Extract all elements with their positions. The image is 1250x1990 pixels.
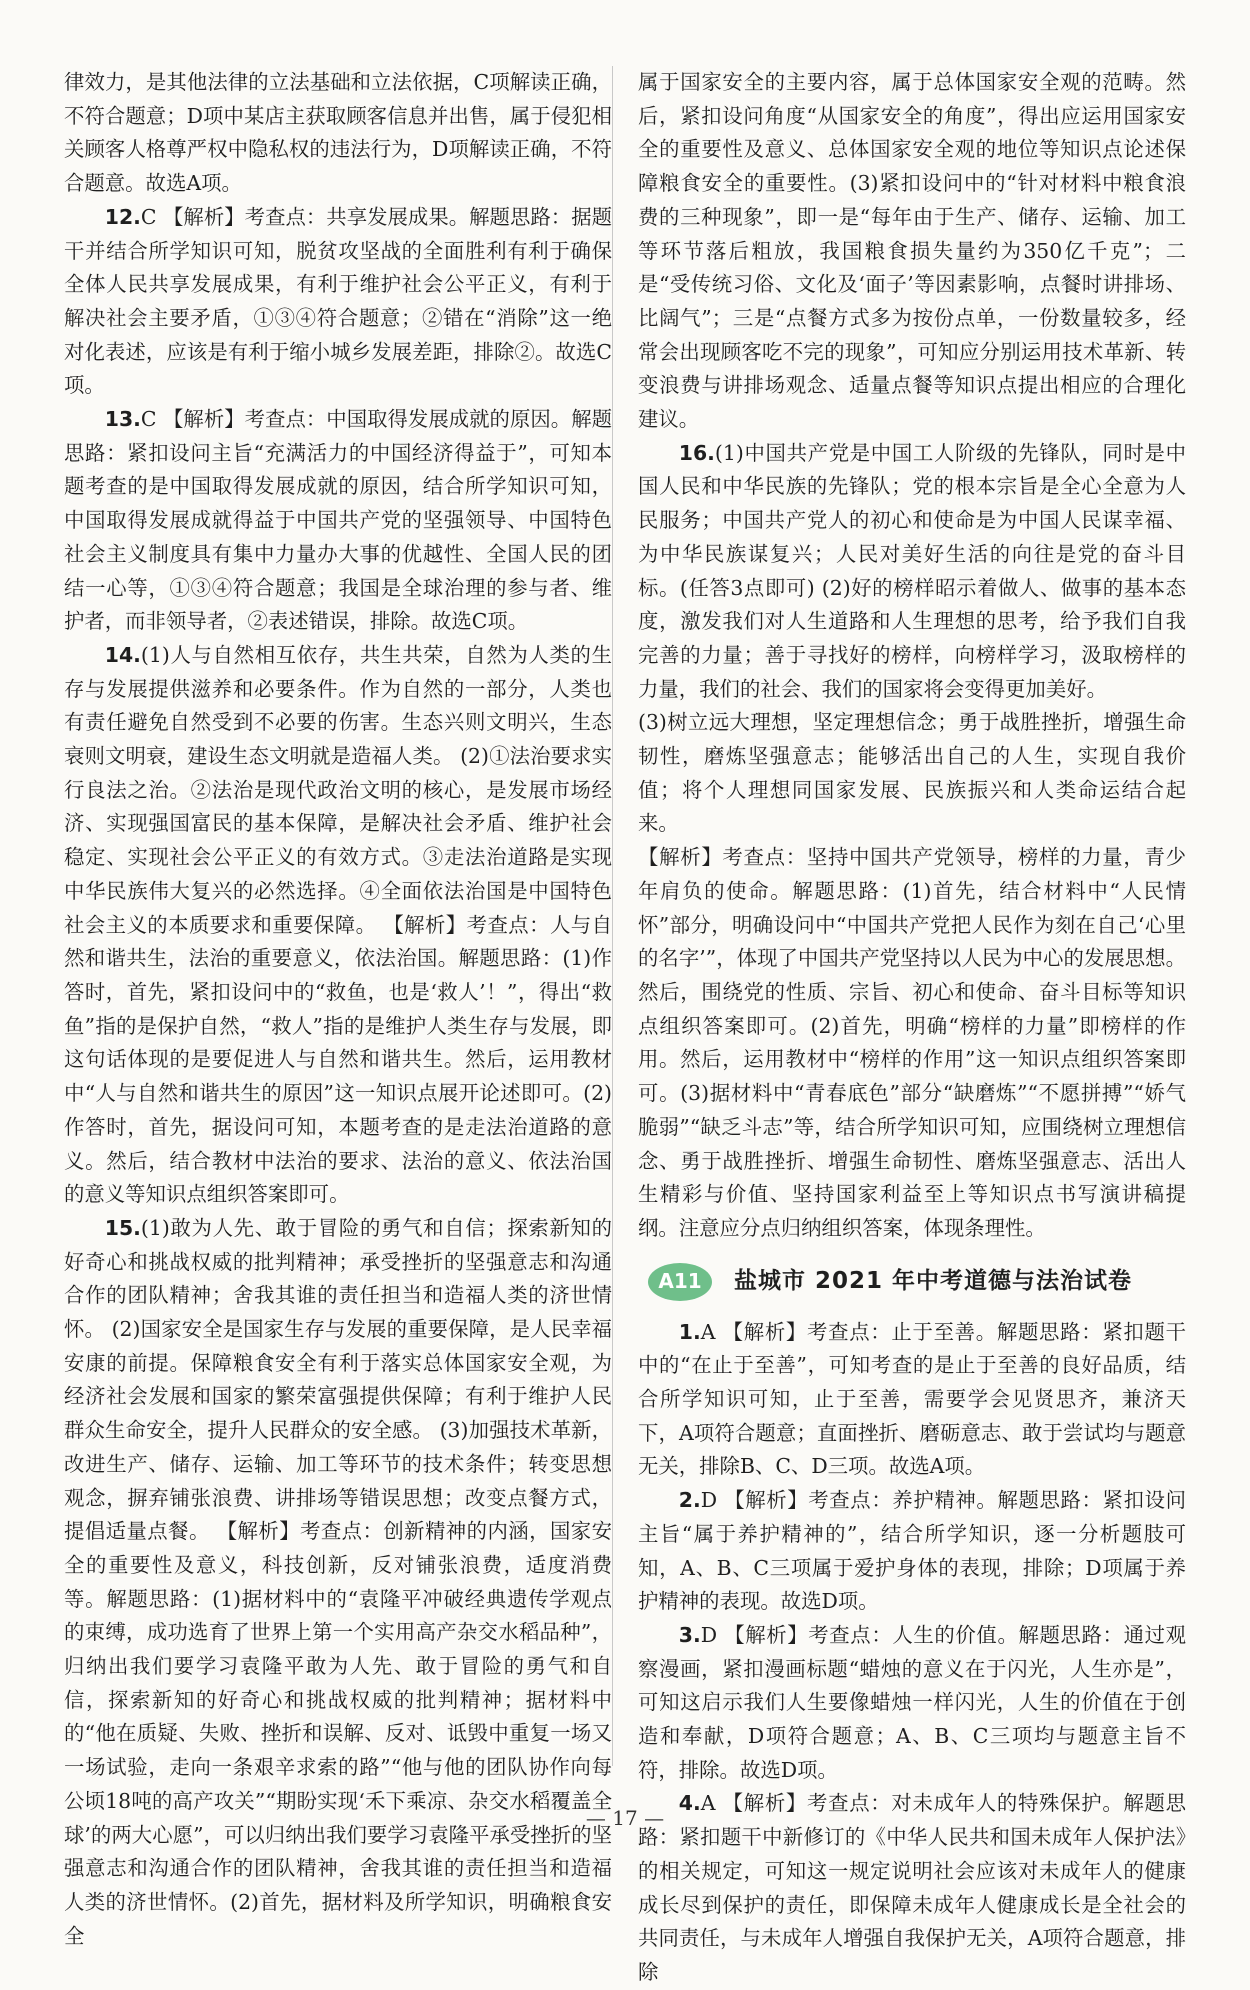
right-para-0: 属于国家安全的主要内容，属于总体国家安全观的范畴。然后，紧扣设问角度“从国家安全的角度”，得出应运用国家安全的重要性及意义、总体国家安全观的地位等知识点论述保障粮食安全的重要性。(3)紧扣设问中的“针对材料中粮食浪费的三种现象”，即一是“每年由于生产、储存、运输、加工等环节落后粗放，我国粮食损失量约为350亿千克”；二是“受传统习俗、文化及‘面子’等因素影响，点餐时讲排场、比阔气”；三是“点餐方式多为按份点单，一份数量较多，经常会出现顾客吃不完的现象”，可知应分别运用技术革新、转变浪费与讲排场观念、适量点餐等知识点提出相应的合理化建议。 bbox=[638, 70, 1186, 432]
answer-number: 4. bbox=[678, 1791, 701, 1816]
answer-text: C 【解析】考查点：共享发展成果。解题思路：据题干并结合所学知识可知，脱贫攻坚战的全面胜利有利于确保全体人民共享发展成果，有利于维护社会公平正义，有利于解决社会主要矛盾，①③④符合题意；②错在“消除”这一绝对化表述，应该是有利于缩小城乡发展差距，排除②。故选C项。 bbox=[64, 204, 612, 398]
page-number: — 17 — bbox=[585, 1806, 665, 1830]
answer-text: C 【解析】考查点：中国取得发展成就的原因。解题思路：紧扣设问主旨“充满活力的中国经济得益于”，可知本题考查的是中国取得发展成就的原因，结合所学知识可知，中国取得发展成就得益于中国共产党的坚强领导、中国特色社会主义制度具有集中力量办大事的优越性、全国人民的团结一心等，①③④符合题意；我国是全球治理的参与者、维护者，而非领导者，②表述错误，排除。故选C项。 bbox=[64, 407, 612, 634]
section-header bbox=[638, 1254, 1186, 1310]
answer-text: D 【解析】考查点：人生的价值。解题思路：通过观察漫画，紧扣漫画标题“蜡烛的意义在于闪光，人生亦是”，可知这启示我们人生要像蜡烛一样闪光，人生的价值在于创造和奉献，D项符合题意；A、B、C三项均与题意主旨不符，排除。故选D项。 bbox=[638, 1622, 1186, 1782]
answer-text: D 【解析】考查点：养护精神。解题思路：紧扣设问主旨“属于养护精神的”，结合所学知识，逐一分析题肢可知，A、B、C三项属于爱护身体的表现，排除；D项属于养护精神的表现。故选D项。 bbox=[638, 1488, 1186, 1614]
answer-text: A 【解析】考查点：对未成年人的特殊保护。解题思路：紧扣题干中新修订的《中华人民共和国未成年人保护法》的相关规定，可知这一规定说明社会应该对未成年人的健康成长尽到保护的责任，即保障未成年人健康成长是全社会的共同责任，与未成年人增强自我保护无关，A项符合题意，排除 bbox=[638, 1791, 1186, 1984]
answer-1 bbox=[638, 1316, 1186, 1485]
column-divider bbox=[612, 66, 613, 1766]
answer-16-analysis: 【解析】考查点：坚持中国共产党领导，榜样的力量，青少年肩负的使命。解题思路：(1)首先，结合材料中“人民情怀”部分，明确设问中“中国共产党把人民作为刻在自己‘心里的名字’”，体现了中国共产党坚持以人民为中心的发展思想。然后，围绕党的性质、宗旨、初心和使命、奋斗目标等知识点组织答案即可。(2)首先，明确“榜样的力量”即榜样的作用。然后，运用教材中“榜样的作用”这一知识点组织答案即可。(3)据材料中“青春底色”部分“缺磨炼”“不愿拼搏”“娇气脆弱”“缺乏斗志”等，结合所学知识可知，应围绕树立理想信念、勇于战胜挫折、增强生命韧性、磨炼坚强意志、活出人生精彩与价值、坚持国家利益至上等知识点书写演讲稿提纲。注意应分点归纳组织答案，体现条理性。 bbox=[638, 845, 1186, 1240]
answer-number: 14. bbox=[104, 642, 141, 667]
answer-15 bbox=[64, 1212, 612, 1953]
answer-text: (1)中国共产党是中国工人阶级的先锋队，同时是中国人民和中华民族的先锋队；党的根本宗旨是全心全意为人民服务；中国共产党人的初心和使命是为中国人民谋幸福、为中华民族谋复兴；人民对美好生活的向往是党的奋斗目标。(任答3点即可) (2)好的榜样昭示着做人、做事的基本态度，激发我们对人生道路和人生理想的思考，给予我们自我完善的力量；善于寻找好的榜样，向榜样学习，汲取榜样的力量，我们的社会、我们的国家将会变得更加美好。 bbox=[638, 440, 1186, 701]
answer-number: 16. bbox=[678, 440, 715, 465]
answer-number: 3. bbox=[678, 1622, 701, 1647]
answer-16-part3: (3)树立远大理想，坚定理想信念；勇于战胜挫折，增强生命韧性，磨炼坚强意志；能够活出自己的人生，实现自我价值；将个人理想同国家发展、民族振兴和人类命运结合起来。 bbox=[638, 710, 1186, 836]
left-column bbox=[64, 66, 612, 1953]
answer-2 bbox=[638, 1484, 1186, 1619]
answer-13 bbox=[64, 403, 612, 639]
answer-16 bbox=[638, 437, 1186, 707]
section-title: 盐城市 2021 年中考道德与法治试卷 bbox=[734, 1267, 1133, 1294]
answer-text: (1)敢为人先、敢于冒险的勇气和自信；探索新知的好奇心和挑战权威的批判精神；承受挫折的坚强意志和沟通合作的团队精神；舍我其谁的责任担当和造福人类的济世情怀。 (2)国家安全是国家生存与发展的重要保障，是人民幸福安康的前提。保障粮食安全有利于落实总体国家安全观，为经济社会发展和国家的繁荣富强提供保障；有利于维护人民群众生命安全，提升人民群众的安全感。 (3)加强技术革新，改进生产、储存、运输、加工等环节的技术条件；转变思想观念，摒弃铺张浪费、讲排场等错误思想；改变点餐方式，提倡适量点餐。 【解析】考查点：创新精神的内涵，国家安全的重要性及意义，科技创新，反对铺张浪费，适度消费等。解题思路：(1)据材料中的“袁隆平冲破经典遗传学观点的束缚，成功选育了世界上第一个实用高产杂交水稻品种”，归纳出我们要学习袁隆平敢为人先、敢于冒险的勇气和自信，探索新知的好奇心和挑战权威的批判精神；据材料中的“他在质疑、失败、挫折和误解、反对、诋毁中重复一场又一场试验，走向一条艰辛求索的路”“他与他的团队协作向每公顷18吨的高产攻关”“期盼实现‘禾下乘凉、杂交水稻覆盖全球’的两大心愿”，可以归纳出我们要学习袁隆平承受挫折的坚强意志和沟通合作的团队精神，舍我其谁的责任担当和造福人类的济世情怀。(2)首先，据材料及所学知识，明确粮食安全 bbox=[64, 1215, 612, 1948]
answer-14 bbox=[64, 639, 612, 1212]
right-column bbox=[638, 66, 1186, 1990]
answer-number: 1. bbox=[678, 1319, 701, 1344]
left-para-0: 律效力，是其他法律的立法基础和立法依据，C项解读正确，不符合题意；D项中某店主获取顾客信息并出售，属于侵犯相关顾客人格尊严权中隐私权的违法行为，D项解读正确，不符合题意。故选A项。 bbox=[64, 70, 612, 196]
section-badge: A11 bbox=[648, 1263, 712, 1301]
answer-number: 13. bbox=[104, 407, 141, 432]
answer-number: 2. bbox=[678, 1488, 701, 1513]
answer-text: (1)人与自然相互依存，共生共荣，自然为人类的生存与发展提供滋养和必要条件。作为自然的一部分，人类也有责任避免自然受到不必要的伤害。生态兴则文明兴，生态衰则文明衰，建设生态文明就是造福人类。 (2)①法治要求实行良法之治。②法治是现代政治文明的核心，是发展市场经济、实现强国富民的基本保障，是解决社会矛盾、维护社会稳定、实现社会公平正义的有效方式。③走法治道路是实现中华民族伟大复兴的必然选择。④全面依法治国是中国特色社会主义的本质要求和重要保障。 【解析】考查点：人与自然和谐共生，法治的重要意义，依法治国。解题思路：(1)作答时，首先，紧扣设问中的“救鱼，也是‘救人’！”，得出“救鱼”指的是保护自然，“救人”指的是维护人类生存与发展，即这句话体现的是要促进人与自然和谐共生。然后，运用教材中“人与自然和谐共生的原因”这一知识点展开论述即可。(2)作答时，首先，据设问可知，本题考查的是走法治道路的意义。然后，结合教材中法治的要求、法治的意义、依法治国的意义等知识点组织答案即可。 bbox=[64, 642, 612, 1207]
answer-number: 12. bbox=[104, 204, 141, 229]
answer-number: 15. bbox=[104, 1215, 141, 1240]
answer-text: A 【解析】考查点：止于至善。解题思路：紧扣题干中的“在止于至善”，可知考查的是止于至善的良好品质，结合所学知识可知，止于至善，需要学会见贤思齐，兼济天下，A项符合题意；直面挫折、磨砺意志、敢于尝试均与题意无关，排除B、C、D三项。故选A项。 bbox=[638, 1319, 1186, 1479]
answer-12 bbox=[64, 201, 612, 403]
answer-3 bbox=[638, 1619, 1186, 1788]
